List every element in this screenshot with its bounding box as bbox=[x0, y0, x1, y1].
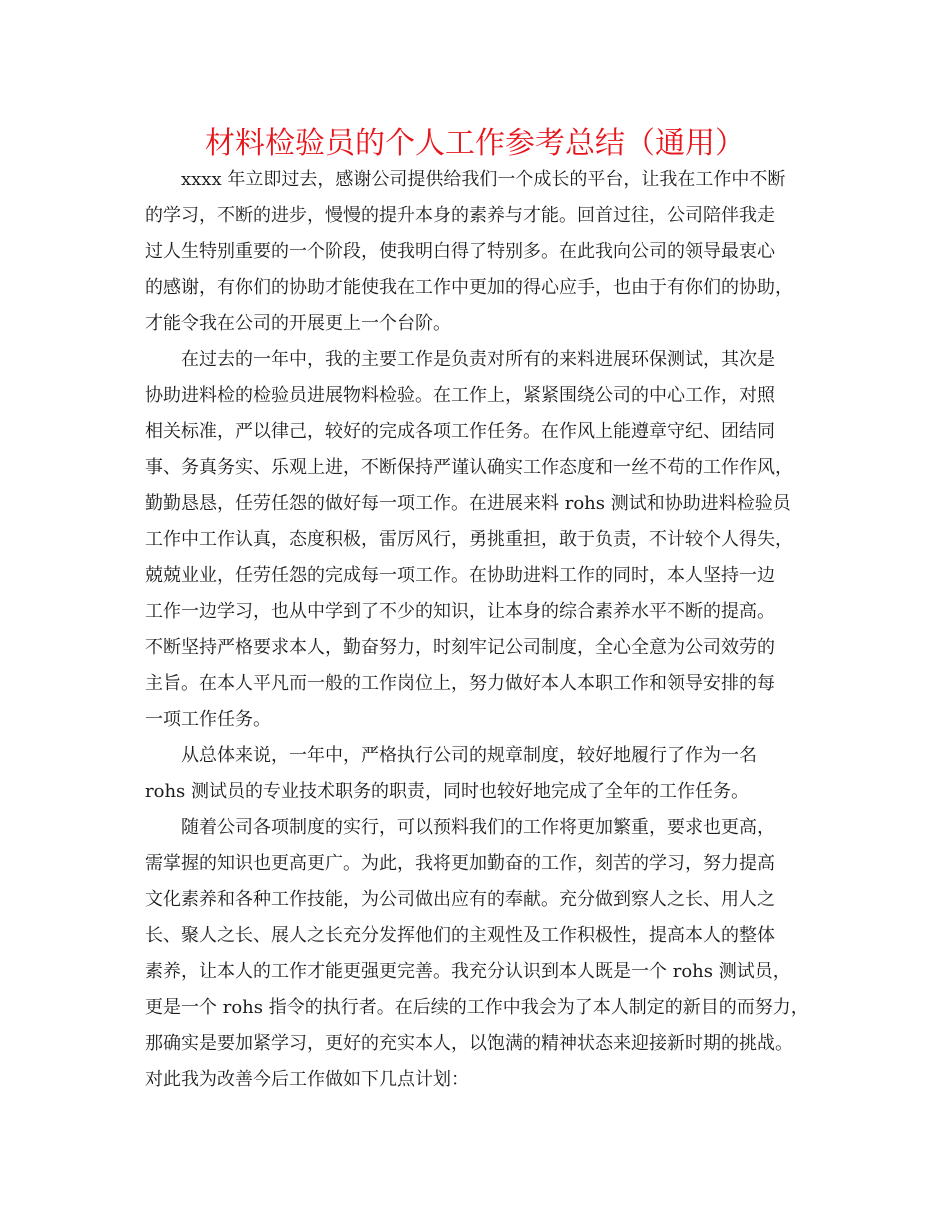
paragraph-1-line-4: 的感谢，有你们的协助才能使我在工作中更加的得心应手，也由于有你们的协助， bbox=[145, 277, 793, 298]
paragraph-3-line-2: rohs 测试员的专业技术职务的职责，同时也较好地完成了全年的工作任务。 bbox=[145, 781, 749, 802]
paragraph-4-line-1: 随着公司各项制度的实行，可以预料我们的工作将更加繁重，要求也更高， bbox=[181, 817, 775, 838]
paragraph-4-line-8: 对此我为改善今后工作做如下几点计划： bbox=[145, 1069, 469, 1090]
paragraph-3-line-1: 从总体来说，一年中，严格执行公司的规章制度，较好地履行了作为一名 bbox=[181, 745, 757, 766]
paragraph-4-line-3: 文化素养和各种工作技能，为公司做出应有的奉献。充分做到察人之长、用人之 bbox=[145, 889, 775, 910]
paragraph-2-line-9: 不断坚持严格要求本人，勤奋努力，时刻牢记公司制度，全心全意为公司效劳的 bbox=[145, 637, 775, 658]
paragraph-2-line-2: 协助进料检的检验员进展物料检验。在工作上，紧紧围绕公司的中心工作，对照 bbox=[145, 385, 775, 406]
paragraph-2-line-11: 一项工作任务。 bbox=[145, 709, 271, 730]
document-title: 材料检验员的个人工作参考总结（通用） bbox=[205, 126, 745, 161]
paragraph-2-line-3: 相关标准，严以律己，较好的完成各项工作任务。在作风上能遵章守纪、团结同 bbox=[145, 421, 775, 442]
paragraph-2-line-4: 事、务真务实、乐观上进，不断保持严谨认确实工作态度和一丝不苟的工作作风， bbox=[145, 457, 793, 478]
paragraph-4-line-2: 需掌握的知识也更高更广。为此，我将更加勤奋的工作，刻苦的学习，努力提高 bbox=[145, 853, 775, 874]
paragraph-2-line-1: 在过去的一年中，我的主要工作是负责对所有的来料进展环保测试，其次是 bbox=[181, 349, 775, 370]
paragraph-4-line-4: 长、聚人之长、展人之长充分发挥他们的主观性及工作积极性，提高本人的整体 bbox=[145, 925, 775, 946]
paragraph-2-line-10: 主旨。在本人平凡而一般的工作岗位上，努力做好本人本职工作和领导安排的每 bbox=[145, 673, 775, 694]
paragraph-1-line-3: 过人生特别重要的一个阶段，使我明白得了特别多。在此我向公司的领导最衷心 bbox=[145, 241, 775, 262]
paragraph-2-line-8: 工作一边学习，也从中学到了不少的知识，让本身的综合素养水平不断的提高。 bbox=[145, 601, 775, 622]
paragraph-4-line-6: 更是一个 rohs 指令的执行者。在后续的工作中我会为了本人制定的新目的而努力， bbox=[145, 997, 809, 1018]
paragraph-1-line-1: xxxx 年立即过去，感谢公司提供给我们一个成长的平台，让我在工作中不断 bbox=[181, 169, 786, 190]
paragraph-2-line-7: 兢兢业业，任劳任怨的完成每一项工作。在协助进料工作的同时，本人坚持一边 bbox=[145, 565, 775, 586]
paragraph-2-line-5: 勤勤恳恳，任劳任怨的做好每一项工作。在进展来料 rohs 测试和协助进料检验员 bbox=[145, 493, 791, 514]
paragraph-1-line-2: 的学习，不断的进步，慢慢的提升本身的素养与才能。回首过往，公司陪伴我走 bbox=[145, 205, 775, 226]
paragraph-4-line-7: 那确实是要加紧学习，更好的充实本人，以饱满的精神状态来迎接新时期的挑战。 bbox=[145, 1033, 793, 1054]
paragraph-2-line-6: 工作中工作认真，态度积极，雷厉风行，勇挑重担，敢于负责，不计较个人得失， bbox=[145, 529, 793, 550]
paragraph-4-line-5: 素养，让本人的工作才能更强更完善。我充分认识到本人既是一个 rohs 测试员， bbox=[145, 961, 791, 982]
paragraph-1-line-5: 才能令我在公司的开展更上一个台阶。 bbox=[145, 313, 451, 334]
